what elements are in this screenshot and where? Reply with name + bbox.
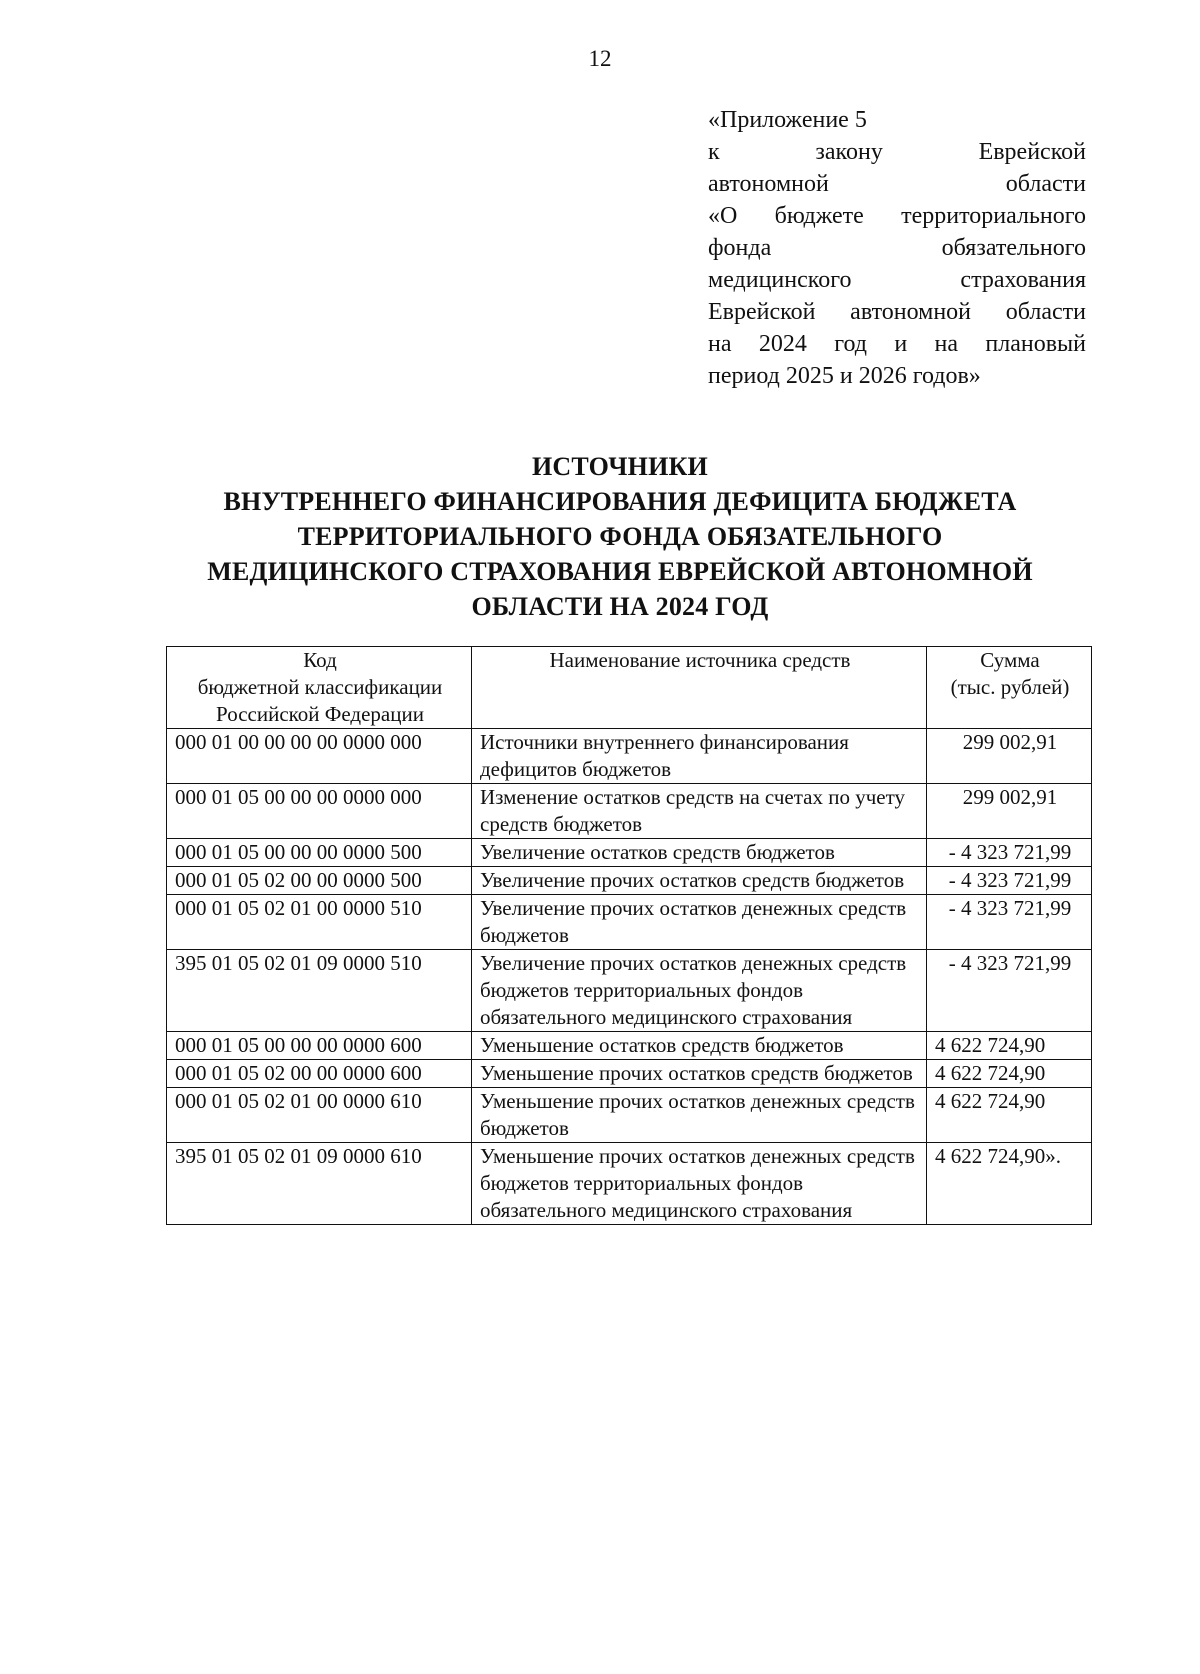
header-code-line: бюджетной классификации [197,675,443,699]
table-row [167,1060,1092,1088]
header-code-line: Код [303,648,337,672]
annex-reference [708,104,1086,392]
row-sum: 4 622 724,90 [927,1060,1092,1088]
table-row [167,895,1092,950]
title-line: МЕДИЦИНСКОГО СТРАХОВАНИЯ ЕВРЕЙСКОЙ АВТОНОМНОЙ [207,557,1033,586]
table-row [167,1032,1092,1060]
row-code: 000 01 05 00 00 00 0000 500 [167,839,472,867]
table-row [167,950,1092,1032]
row-name: Увеличение прочих остатков денежных средств бюджетов территориальных фондов обязательного медицинского страхования [472,950,927,1032]
table-row [167,1143,1092,1225]
row-sum: - 4 323 721,99 [927,895,1092,950]
title-line: ИСТОЧНИКИ [532,452,708,481]
header-sum-line: Сумма [980,648,1040,672]
row-code: 000 01 05 00 00 00 0000 000 [167,784,472,839]
header-code-line: Российской Федерации [216,702,424,726]
annex-line: фонда обязательного [708,235,1086,261]
table-row [167,784,1092,839]
row-code: 000 01 05 02 00 00 0000 600 [167,1060,472,1088]
row-code: 395 01 05 02 01 09 0000 510 [167,950,472,1032]
row-code: 000 01 05 00 00 00 0000 600 [167,1032,472,1060]
row-code: 000 01 00 00 00 00 0000 000 [167,729,472,784]
annex-line: на 2024 год и на плановый [708,331,1086,357]
row-code: 000 01 05 02 01 00 0000 610 [167,1088,472,1143]
financing-sources-table [166,646,1092,1225]
annex-line: «О бюджете территориального [708,203,1086,229]
row-name: Уменьшение прочих остатков денежных средств бюджетов [472,1088,927,1143]
row-sum: - 4 323 721,99 [927,950,1092,1032]
row-name: Увеличение прочих остатков денежных средств бюджетов [472,895,927,950]
table-row [167,1088,1092,1143]
row-sum: 4 622 724,90». [927,1143,1092,1225]
table-row [167,729,1092,784]
row-name: Источники внутреннего финансирования дефицитов бюджетов [472,729,927,784]
document-title [150,449,1090,624]
row-name: Уменьшение прочих остатков денежных средств бюджетов территориальных фондов обязательного медицинского страхования [472,1143,927,1225]
row-sum: 4 622 724,90 [927,1032,1092,1060]
annex-line: к закону Еврейской [708,139,1086,165]
annex-line: автономной области [708,171,1086,197]
annex-line: период 2025 и 2026 годов» [708,363,981,389]
row-name: Изменение остатков средств на счетах по учету средств бюджетов [472,784,927,839]
row-sum: - 4 323 721,99 [927,839,1092,867]
row-sum: 299 002,91 [927,729,1092,784]
annex-line: медицинского страхования [708,267,1086,293]
title-line: ВНУТРЕННЕГО ФИНАНСИРОВАНИЯ ДЕФИЦИТА БЮДЖЕТА [223,487,1017,516]
row-name: Уменьшение прочих остатков средств бюджетов [472,1060,927,1088]
row-sum: 299 002,91 [927,784,1092,839]
header-code [167,647,472,729]
table-header-row [167,647,1092,729]
table-row [167,867,1092,895]
row-code: 395 01 05 02 01 09 0000 610 [167,1143,472,1225]
row-code: 000 01 05 02 00 00 0000 500 [167,867,472,895]
row-name: Увеличение остатков средств бюджетов [472,839,927,867]
page-number: 12 [588,46,612,71]
row-sum: 4 622 724,90 [927,1088,1092,1143]
annex-line: «Приложение 5 [708,107,867,133]
row-name: Уменьшение остатков средств бюджетов [472,1032,927,1060]
row-name: Увеличение прочих остатков средств бюджетов [472,867,927,895]
title-line: ОБЛАСТИ НА 2024 ГОД [471,592,769,621]
row-sum: - 4 323 721,99 [927,867,1092,895]
row-code: 000 01 05 02 01 00 0000 510 [167,895,472,950]
title-line: ТЕРРИТОРИАЛЬНОГО ФОНДА ОБЯЗАТЕЛЬНОГО [297,522,943,551]
header-sum-line: (тыс. рублей) [950,675,1070,699]
table-row [167,839,1092,867]
header-sum [927,647,1092,729]
header-name: Наименование источника средств [472,647,927,729]
annex-line: Еврейской автономной области [708,299,1086,325]
